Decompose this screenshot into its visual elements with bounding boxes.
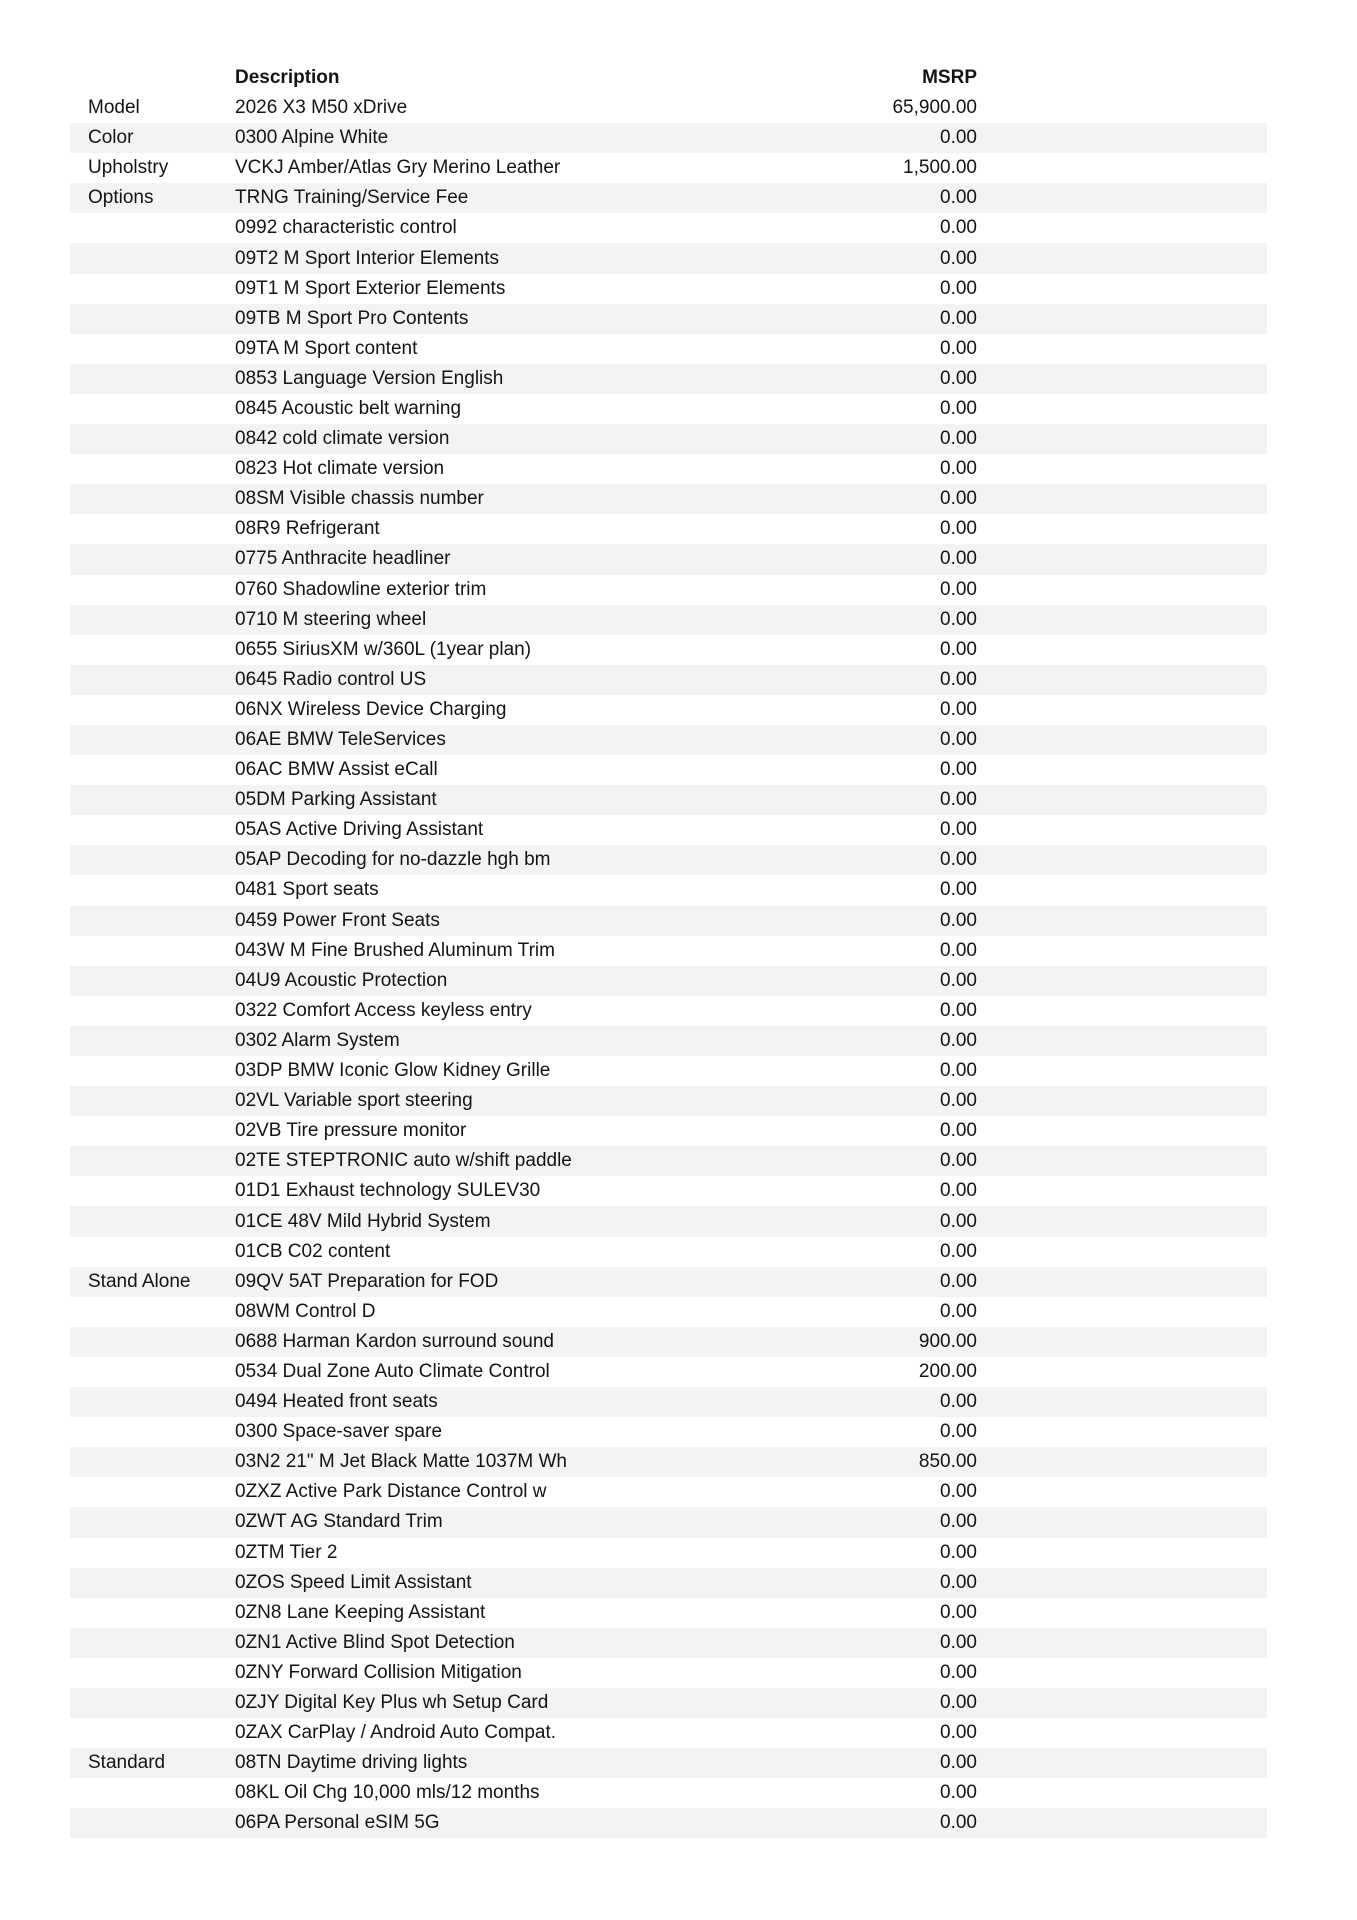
row-description: 0ZN8 Lane Keeping Assistant (235, 1601, 486, 1623)
table-row (70, 123, 1267, 153)
table-row (70, 815, 1267, 845)
table-row (70, 1688, 1267, 1718)
table-row (70, 1056, 1267, 1086)
row-msrp: 0.00 (940, 187, 977, 209)
row-description: 08R9 Refrigerant (235, 518, 380, 540)
table-row (70, 1026, 1267, 1056)
row-msrp: 0.00 (940, 849, 977, 871)
table-row (70, 424, 1267, 454)
table-row (70, 635, 1267, 665)
row-msrp: 0.00 (940, 1511, 977, 1533)
row-description: 03DP BMW Iconic Glow Kidney Grille (235, 1060, 551, 1082)
row-description: 0ZAX CarPlay / Android Auto Compat. (235, 1722, 557, 1744)
table-row (70, 845, 1267, 875)
row-msrp: 0.00 (940, 1180, 977, 1202)
row-description: 0992 characteristic control (235, 217, 457, 239)
row-msrp: 0.00 (940, 729, 977, 751)
row-description: 06AE BMW TeleServices (235, 729, 446, 751)
row-category: Options (88, 187, 154, 209)
row-description: 0842 cold climate version (235, 428, 450, 450)
row-description: 0ZJY Digital Key Plus wh Setup Card (235, 1692, 549, 1714)
row-msrp: 900.00 (918, 1330, 977, 1352)
row-msrp: 0.00 (940, 1270, 977, 1292)
row-description: 0760 Shadowline exterior trim (235, 578, 487, 600)
row-msrp: 1,500.00 (903, 157, 977, 179)
row-msrp: 0.00 (940, 1812, 977, 1834)
row-msrp: 0.00 (940, 1300, 977, 1322)
row-msrp: 0.00 (940, 217, 977, 239)
row-description: 0302 Alarm System (235, 1029, 400, 1051)
table-row (70, 1327, 1267, 1357)
row-msrp: 0.00 (940, 939, 977, 961)
row-category: Standard (88, 1752, 166, 1774)
row-description: 05AS Active Driving Assistant (235, 819, 484, 841)
table-row (70, 213, 1267, 243)
row-description: 0775 Anthracite headliner (235, 548, 451, 570)
row-msrp: 0.00 (940, 1060, 977, 1082)
table-row (70, 1116, 1267, 1146)
table-row (70, 1357, 1267, 1387)
table-row (70, 906, 1267, 936)
row-msrp: 0.00 (940, 1150, 977, 1172)
row-description: 0322 Comfort Access keyless entry (235, 999, 532, 1021)
row-description: 09T1 M Sport Exterior Elements (235, 277, 506, 299)
row-description: 043W M Fine Brushed Aluminum Trim (235, 939, 555, 961)
row-msrp: 0.00 (940, 1571, 977, 1593)
row-description: 2026 X3 M50 xDrive (235, 97, 408, 119)
row-msrp: 0.00 (940, 698, 977, 720)
row-msrp: 0.00 (940, 367, 977, 389)
row-msrp: 0.00 (940, 518, 977, 540)
table-row (70, 1176, 1267, 1206)
table-row (70, 1206, 1267, 1236)
row-description: 0ZWT AG Standard Trim (235, 1511, 443, 1533)
row-msrp: 0.00 (940, 999, 977, 1021)
row-msrp: 0.00 (940, 668, 977, 690)
table-row (70, 1146, 1267, 1176)
row-msrp: 0.00 (940, 638, 977, 660)
table-body (70, 93, 1267, 1838)
row-category: Color (88, 127, 134, 149)
row-description: 0300 Space-saver spare (235, 1421, 443, 1443)
msrp-column-header: MSRP (922, 67, 977, 88)
table-row (70, 1417, 1267, 1447)
row-description: 0710 M steering wheel (235, 608, 427, 630)
table-row (70, 1297, 1267, 1327)
row-msrp: 0.00 (940, 337, 977, 359)
table-header (70, 63, 1267, 93)
table-row (70, 1507, 1267, 1537)
row-msrp: 200.00 (918, 1360, 977, 1382)
table-row (70, 153, 1267, 183)
row-description: 08SM Visible chassis number (235, 488, 484, 510)
table-row (70, 93, 1267, 123)
row-description: 05AP Decoding for no-dazzle hgh bm (235, 849, 551, 871)
row-msrp: 0.00 (940, 909, 977, 931)
row-description: 0ZN1 Active Blind Spot Detection (235, 1631, 515, 1653)
row-msrp: 0.00 (940, 1661, 977, 1683)
row-category: Model (88, 97, 140, 119)
table-row (70, 544, 1267, 574)
row-msrp: 0.00 (940, 1240, 977, 1262)
description-column-header: Description (235, 67, 340, 88)
row-msrp: 0.00 (940, 1601, 977, 1623)
row-msrp: 0.00 (940, 1210, 977, 1232)
row-msrp: 0.00 (940, 1722, 977, 1744)
row-description: 09TB M Sport Pro Contents (235, 307, 469, 329)
table-row (70, 1447, 1267, 1477)
table-row (70, 304, 1267, 334)
row-msrp: 0.00 (940, 1481, 977, 1503)
row-msrp: 0.00 (940, 458, 977, 480)
table-row (70, 755, 1267, 785)
table-row (70, 996, 1267, 1026)
row-msrp: 0.00 (940, 1421, 977, 1443)
row-description: 06PA Personal eSIM 5G (235, 1812, 440, 1834)
row-msrp: 0.00 (940, 578, 977, 600)
table-row (70, 1387, 1267, 1417)
row-msrp: 0.00 (940, 428, 977, 450)
table-row (70, 394, 1267, 424)
row-msrp: 0.00 (940, 307, 977, 329)
row-description: VCKJ Amber/Atlas Gry Merino Leather (235, 157, 561, 179)
row-description: 09QV 5AT Preparation for FOD (235, 1270, 499, 1292)
row-msrp: 0.00 (940, 488, 977, 510)
row-msrp: 0.00 (940, 397, 977, 419)
row-msrp: 0.00 (940, 819, 977, 841)
row-category: Stand Alone (88, 1270, 191, 1292)
row-msrp: 0.00 (940, 1391, 977, 1413)
row-msrp: 0.00 (940, 759, 977, 781)
row-description: 08KL Oil Chg 10,000 mls/12 months (235, 1782, 540, 1804)
table-row (70, 785, 1267, 815)
row-description: 0459 Power Front Seats (235, 909, 440, 931)
table-row (70, 243, 1267, 273)
row-msrp: 0.00 (940, 1692, 977, 1714)
row-description: 01D1 Exhaust technology SULEV30 (235, 1180, 541, 1202)
table-row (70, 875, 1267, 905)
table-row (70, 966, 1267, 996)
row-description: 08TN Daytime driving lights (235, 1752, 468, 1774)
table-row (70, 274, 1267, 304)
table-row (70, 1086, 1267, 1116)
table-row (70, 1808, 1267, 1838)
table-row (70, 1237, 1267, 1267)
row-description: 0ZTM Tier 2 (235, 1541, 338, 1563)
row-msrp: 0.00 (940, 1631, 977, 1653)
row-description: 0688 Harman Kardon surround sound (235, 1330, 554, 1352)
table-row (70, 364, 1267, 394)
row-description: 02TE STEPTRONIC auto w/shift paddle (235, 1150, 572, 1172)
row-msrp: 0.00 (940, 1782, 977, 1804)
row-description: 09TA M Sport content (235, 337, 418, 359)
table-row (70, 183, 1267, 213)
row-description: 0853 Language Version English (235, 367, 504, 389)
row-msrp: 850.00 (918, 1451, 977, 1473)
row-description: 0300 Alpine White (235, 127, 389, 149)
row-msrp: 0.00 (940, 1029, 977, 1051)
row-category: Upholstry (88, 157, 169, 179)
table-row (70, 1658, 1267, 1688)
row-description: 08WM Control D (235, 1300, 376, 1322)
table-row (70, 1718, 1267, 1748)
table-row (70, 695, 1267, 725)
row-description: 0823 Hot climate version (235, 458, 445, 480)
table-row (70, 1477, 1267, 1507)
row-msrp: 0.00 (940, 247, 977, 269)
table-row (70, 514, 1267, 544)
row-description: 02VL Variable sport steering (235, 1090, 473, 1112)
table-row (70, 334, 1267, 364)
table-row (70, 1568, 1267, 1598)
row-msrp: 0.00 (940, 879, 977, 901)
row-description: 02VB Tire pressure monitor (235, 1120, 467, 1142)
table-row (70, 1748, 1267, 1778)
row-description: 03N2 21" M Jet Black Matte 1037M Wh (235, 1451, 567, 1473)
table-row (70, 1598, 1267, 1628)
row-description: 05DM Parking Assistant (235, 789, 437, 811)
table-row (70, 1538, 1267, 1568)
table-row (70, 665, 1267, 695)
row-description: 06NX Wireless Device Charging (235, 698, 507, 720)
row-description: 0655 SiriusXM w/360L (1year plan) (235, 638, 532, 660)
row-msrp: 0.00 (940, 548, 977, 570)
row-description: 04U9 Acoustic Protection (235, 969, 448, 991)
row-msrp: 0.00 (940, 969, 977, 991)
table-row (70, 1628, 1267, 1658)
row-description: 0ZOS Speed Limit Assistant (235, 1571, 472, 1593)
row-description: 0481 Sport seats (235, 879, 379, 901)
row-description: 01CE 48V Mild Hybrid System (235, 1210, 491, 1232)
table-row (70, 1778, 1267, 1808)
table-row (70, 1267, 1267, 1297)
row-description: 0494 Heated front seats (235, 1391, 438, 1413)
row-msrp: 0.00 (940, 1541, 977, 1563)
row-description: TRNG Training/Service Fee (235, 187, 469, 209)
row-description: 0645 Radio control US (235, 668, 427, 690)
row-msrp: 0.00 (940, 127, 977, 149)
row-description: 01CB C02 content (235, 1240, 391, 1262)
row-description: 06AC BMW Assist eCall (235, 759, 438, 781)
row-msrp: 0.00 (940, 608, 977, 630)
table-row (70, 484, 1267, 514)
row-msrp: 0.00 (940, 277, 977, 299)
table-row (70, 936, 1267, 966)
row-description: 0ZXZ Active Park Distance Control w (235, 1481, 547, 1503)
table-row (70, 605, 1267, 635)
row-description: 0534 Dual Zone Auto Climate Control (235, 1360, 550, 1382)
row-msrp: 0.00 (940, 1752, 977, 1774)
table-row (70, 725, 1267, 755)
row-description: 09T2 M Sport Interior Elements (235, 247, 499, 269)
row-description: 0ZNY Forward Collision Mitigation (235, 1661, 522, 1683)
row-msrp: 65,900.00 (892, 97, 977, 119)
row-msrp: 0.00 (940, 1090, 977, 1112)
table-row (70, 575, 1267, 605)
row-description: 0845 Acoustic belt warning (235, 397, 462, 419)
row-msrp: 0.00 (940, 789, 977, 811)
table-row (70, 454, 1267, 484)
row-msrp: 0.00 (940, 1120, 977, 1142)
pricing-table (70, 63, 1267, 1838)
